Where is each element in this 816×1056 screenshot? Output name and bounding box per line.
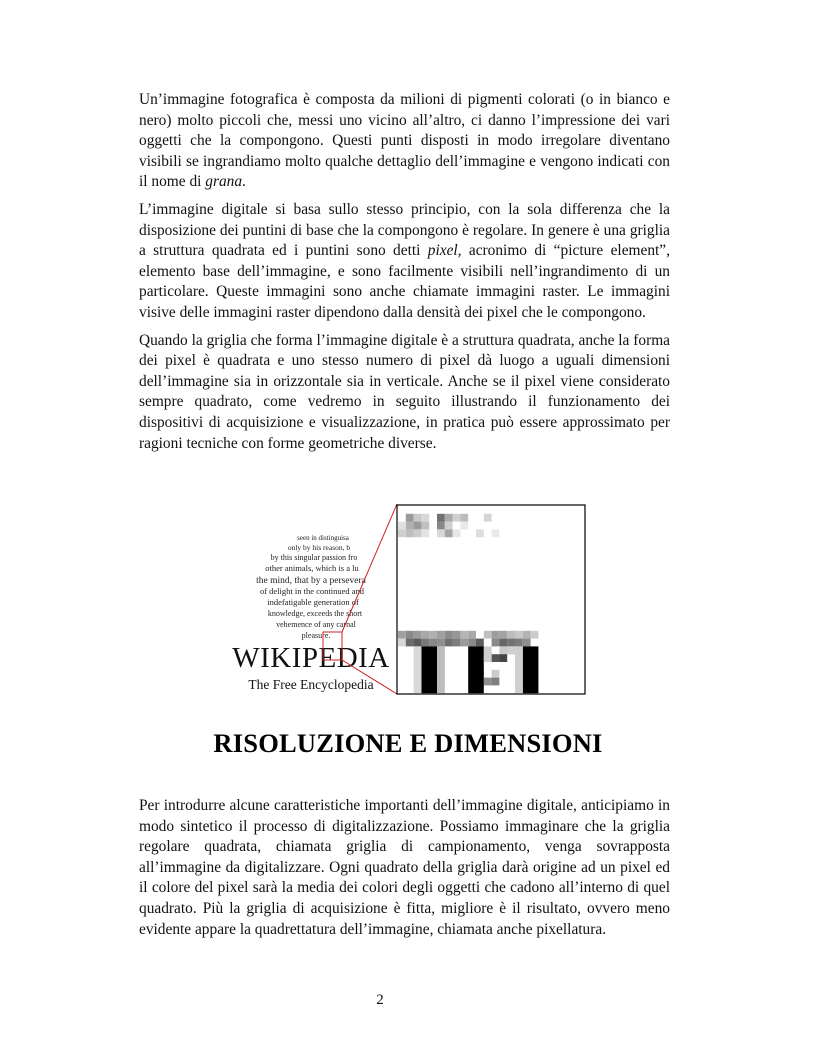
paragraph-text: . xyxy=(242,173,246,191)
pixel-cell xyxy=(460,631,468,639)
pixel-cell xyxy=(468,646,484,693)
pixel-cell xyxy=(437,639,445,647)
pixel-cell xyxy=(421,646,437,693)
pixel-cell xyxy=(468,639,476,647)
term-pixel: pixel, xyxy=(427,242,462,260)
pixel-cell xyxy=(484,514,492,522)
globe-line: seen in distinguisa xyxy=(297,534,349,542)
pixel-cell xyxy=(492,678,500,686)
pixel-cell xyxy=(453,639,461,647)
pixel-cell xyxy=(492,670,500,678)
pixel-cell xyxy=(414,646,422,693)
pixel-cell xyxy=(523,639,531,647)
pixel-cell xyxy=(421,639,429,647)
pixel-cell xyxy=(406,514,414,522)
pixel-cell xyxy=(476,529,484,537)
pixel-zoom-panel xyxy=(397,505,585,694)
figure-svg xyxy=(225,504,587,697)
pixel-cell xyxy=(492,654,500,662)
pixel-cell xyxy=(414,522,422,530)
pixel-cell xyxy=(468,631,476,639)
globe-line: pleasure. xyxy=(301,631,331,640)
pixel-cell xyxy=(429,639,437,647)
pixel-cell xyxy=(515,631,523,639)
globe-line: other animals, which is a lu xyxy=(265,563,359,573)
globe-line: by this singular passion fro xyxy=(270,553,358,562)
pixel-cell xyxy=(492,639,500,647)
pixel-cell xyxy=(406,529,414,537)
pixel-cell xyxy=(453,529,461,537)
pixel-cell xyxy=(421,529,429,537)
globe-line: of delight in the continued and xyxy=(259,586,365,596)
pixel-cell xyxy=(445,631,453,639)
globe-line: vehemence of any carnal xyxy=(276,620,356,629)
wikipedia-globe xyxy=(256,534,367,640)
pixel-cell xyxy=(499,639,507,647)
section-text xyxy=(139,796,670,947)
paragraph-digitization: Per introdurre alcune caratteristiche importanti dell’immagine digitale, anticipiamo in modo sintetico il processo di digitalizzazione. Possiamo immaginare che la griglia regolare quadrata, chiamata griglia di campionamento, venga sovrapposta all’immagine da digitalizzare. Ogni quadrato della griglia darà origine ad un pixel ed il colore del pixel sarà la media dei colori degli oggetti che cadono all’interno di quel quadrato. Più la griglia di acquisizione è fitta, migliore è il risultato, ovvero meno evidente appare la quadrettatura dell’immagine, chiamata anche pixellatura. xyxy=(139,797,670,938)
pixel-cell xyxy=(515,639,523,647)
pixel-cell xyxy=(507,639,515,647)
pixel-cell xyxy=(523,646,539,693)
section-heading: RISOLUZIONE E DIMENSIONI xyxy=(213,728,603,758)
pixel-cell xyxy=(414,639,422,647)
globe-line: indefatigable generation of xyxy=(267,597,359,607)
pixel-cell xyxy=(499,654,507,662)
pixel-cell xyxy=(484,678,492,686)
pixel-cell xyxy=(476,639,484,647)
pixel-cell xyxy=(414,529,422,537)
pixel-cell xyxy=(429,631,437,639)
wikipedia-pixel-figure xyxy=(225,504,587,697)
pixel-cell xyxy=(414,514,422,522)
pixel-cell xyxy=(484,646,492,662)
paragraph-grana xyxy=(139,90,670,193)
pixel-cell xyxy=(445,514,453,522)
pixel-cell xyxy=(445,529,453,537)
term-grana: grana xyxy=(205,173,243,191)
intro-text xyxy=(139,90,670,461)
pixel-cell xyxy=(507,631,515,639)
pixel-cell xyxy=(437,529,445,537)
pixel-cell xyxy=(437,514,445,522)
pixel-cell xyxy=(421,522,429,530)
pixel-cell xyxy=(499,646,507,654)
pixel-cell xyxy=(515,646,523,693)
pixel-cell xyxy=(453,514,461,522)
pixel-cell xyxy=(492,631,500,639)
paragraph-text: Un’immagine fotografica è composta da milioni di pigmenti colorati (o in bianco e nero) molto piccoli che, messi uno vicino all’altro, ci danno l’impressione dei vari oggetti che la compongono. Questi punti disposti in modo irregolare diventano visibili se ingrandiamo molto qualche dettaglio dell’immagine e vengono indicati con il nome di xyxy=(139,91,670,191)
pixel-cell xyxy=(398,639,406,647)
pixel-cell xyxy=(453,631,461,639)
pixel-cell xyxy=(398,522,406,530)
pixel-cell xyxy=(406,522,414,530)
globe-line: the mind, that by a persevera xyxy=(256,576,366,586)
pixel-cell xyxy=(398,529,406,537)
paragraph-text: L’immagine digitale si basa sullo stesso principio, con la sola differenza che la disposizione dei puntini di base che la compongono è regolare. In genere è una griglia a struttura quadrata ed i puntini sono detti xyxy=(139,200,670,260)
pixel-cell xyxy=(460,514,468,522)
globe-line: knowledge, exceeds the short xyxy=(267,609,363,618)
pixel-cell xyxy=(421,514,429,522)
pixel-cell xyxy=(414,631,422,639)
pixel-cell xyxy=(398,631,406,639)
pixel-cell xyxy=(523,631,531,639)
page-number: 2 xyxy=(376,992,384,1008)
pixel-cell xyxy=(437,646,445,693)
paragraph-square-grid: Quando la griglia che forma l’immagine digitale è a struttura quadrata, anche la forma dei pixel è quadrata e uno stesso numero di pixel dà luogo a uguali dimensioni dell’immagine sia in orizzontale sia in verticale. Anche se il pixel viene considerato sempre quadrato, come vedremo in seguito illustrando il funzionamento dei dispositivi di acquisizione e visualizzazione, in pratica può essere approssimato per ragioni tecniche con forme geometriche diverse. xyxy=(139,331,670,452)
pixel-cell xyxy=(445,639,453,647)
pixel-cell xyxy=(492,529,500,537)
wikipedia-tagline: The Free Encyclopedia xyxy=(248,677,374,692)
paragraph-pixel xyxy=(139,200,670,324)
pixel-cell xyxy=(507,646,515,654)
pixel-cell xyxy=(484,631,492,639)
pixel-cell xyxy=(421,631,429,639)
pixel-cell xyxy=(499,631,507,639)
paragraph-text: acronimo di “picture element”, elemento base dell’immagine, e sono facilmente visibili nell’ingrandimento di un particolare. Queste immagini sono anche chiamate immagini raster. Le immagini visive delle immagini raster dipendono dalla densità dei pixel che le compongono. xyxy=(139,242,670,321)
pixel-cell xyxy=(460,522,468,530)
pixel-cell xyxy=(460,639,468,647)
globe-line: only by his reason, b xyxy=(287,543,351,552)
pixel-cell xyxy=(406,639,414,647)
pixel-cell xyxy=(531,631,539,639)
pixel-cell xyxy=(406,631,414,639)
pixel-cell xyxy=(445,522,453,530)
pixel-cell xyxy=(437,631,445,639)
wikipedia-wordmark: WIKIPEDIA xyxy=(232,642,390,674)
pixel-cell xyxy=(437,522,445,530)
